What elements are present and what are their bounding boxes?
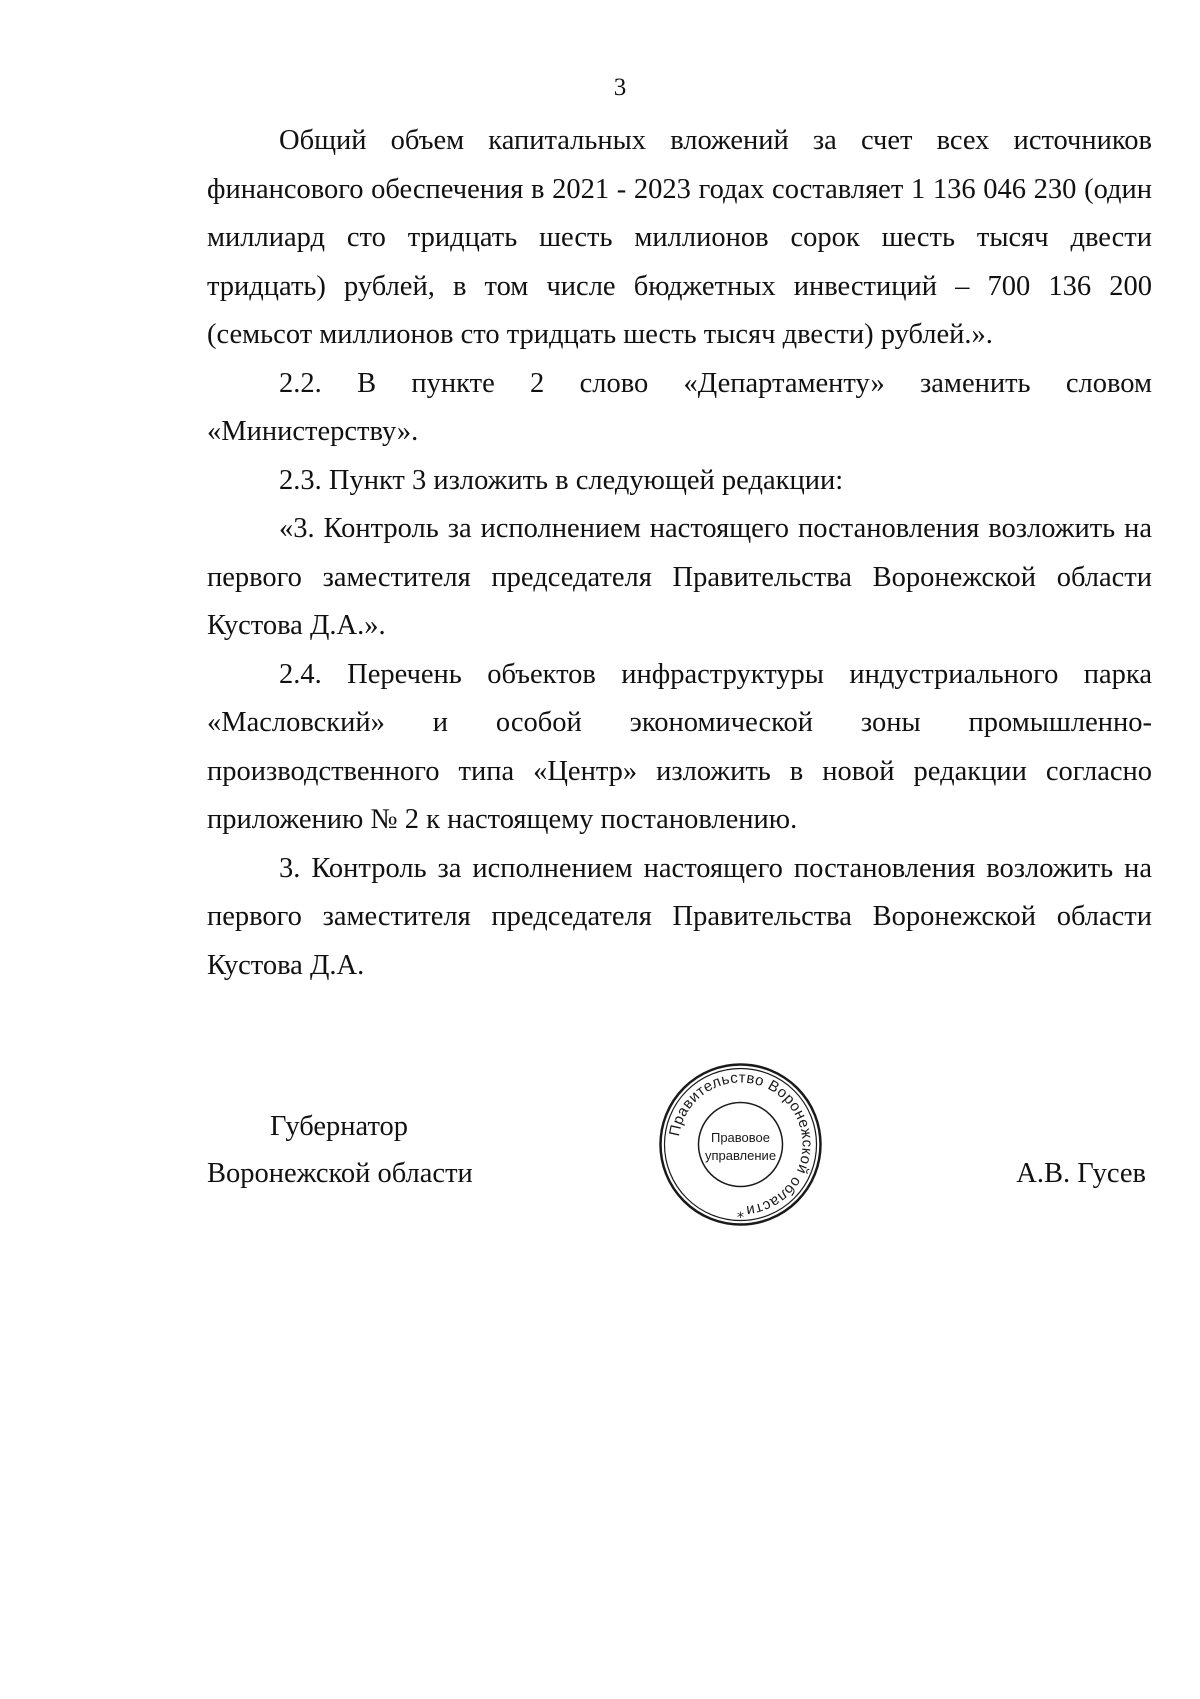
document-body xyxy=(207,117,1152,990)
stamp-center-line1: Правовое xyxy=(710,1130,771,1145)
page-number: 3 xyxy=(613,74,627,101)
paragraph-2-4: 2.4. Перечень объектов инфраструктуры индустриального парка «Масловский» и особой экономической зоны промышленно-производственного типа «Центр» изложить в новой редакции согласно приложению № 2 к настоящему постановлению. xyxy=(207,658,1152,835)
official-stamp xyxy=(658,1062,823,1227)
signatory-name: А.В. Гусев xyxy=(1016,1158,1146,1189)
stamp-ring-text: Правительство Воронежской области xyxy=(666,1069,816,1220)
stamp-star-mark: * xyxy=(737,1210,744,1226)
paragraph-quoted-clause-3: «3. Контроль за исполнением настоящего постановления возложить на первого заместителя председателя Правительства Воронежской области Кустова Д.А.». xyxy=(207,513,1152,641)
stamp-center-line2: управление xyxy=(704,1148,777,1163)
signature-position xyxy=(207,1103,473,1197)
paragraph-2-3: 2.3. Пункт 3 изложить в следующей редакции: xyxy=(279,464,844,496)
paragraph-capital-investments: Общий объем капитальных вложений за счет всех источников финансового обеспечения в 2021 - 2023 годах составляет 1 136 046 230 (один миллиард сто тридцать шесть миллионов сорок шесть тысяч двести тридцать) рублей, в том числе бюджетных инвестиций – 700 136 200 (семьсот миллионов сто тридцать шесть тысяч двести) рублей.». xyxy=(207,125,1152,350)
signature-position-line1: Губернатор xyxy=(270,1111,409,1142)
paragraph-3: 3. Контроль за исполнением настоящего постановления возложить на первого заместителя председателя Правительства Воронежской области Кустова Д.А. xyxy=(207,852,1152,981)
signature-position-line2: Воронежской области xyxy=(207,1158,473,1189)
paragraph-2-2: 2.2. В пункте 2 слово «Департаменту» заменить словом «Министерству». xyxy=(207,367,1152,447)
